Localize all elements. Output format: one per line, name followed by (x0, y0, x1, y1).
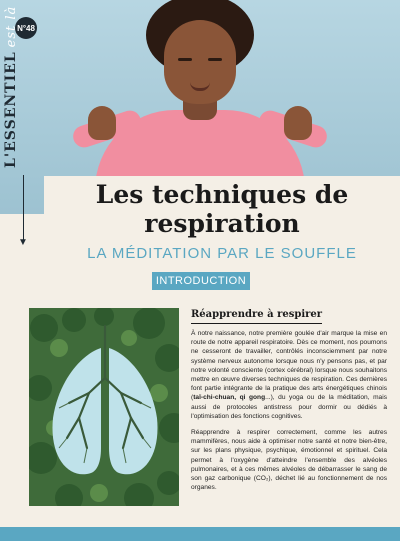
paragraph-1-text-a: À notre naissance, notre première goulée d'air marque la mise en route de notre appareil respiratoire. Dès ce moment, nos poumons ne cesseront de travailler, contrôlés inconsciemment par notre système nerveux autonome lorsque nous n'y pensons pas, et par notre volonté consciente (cortex cérébral) lorsque nous souhaitons mettre en œuvre diverses techniques de respiration. Ces dernières font partie intégrante de la pratique des arts énergétiques chinois ( (191, 330, 387, 402)
person-eye-right (208, 58, 222, 61)
paragraph-1-text-b: ...), du yoga ou de la méditation, mais aussi de protocoles antistress pour dormir ou dédiés à l'optimisation des fonctions cognitives. (191, 394, 387, 420)
person-right-hand (284, 106, 312, 140)
footer-bar (0, 527, 400, 541)
paragraph-1-bold: taï-chi-chuan, qi gong (193, 394, 266, 402)
section-label: INTRODUCTION (152, 272, 250, 290)
arrow-down-icon: ▼ (18, 237, 28, 248)
person-eye-left (178, 58, 192, 61)
side-divider (23, 175, 24, 243)
article (191, 304, 387, 499)
article-paragraph-2: Réapprendre à respirer correctement, comme les autres mammifères, nous aide à optimiser notre santé et notre bien-être, sur les plans physique, psychique, émotionnel et spirituel. Cela permet à l'oxygène d'atteindre l'ensemble des alvéoles pulmonaires, et à ces mêmes alvéoles de débarrasser le sang de son gaz carbonique (CO₂), déchet lié au fonctionnement de nos organes. (191, 429, 387, 492)
side-label-main: L'ESSENTIEL (3, 51, 19, 168)
person-face (164, 20, 236, 104)
page-subtitle: LA MÉDITATION PAR LE SOUFFLE (87, 245, 357, 262)
side-label (3, 6, 19, 168)
article-paragraph-1 (191, 329, 387, 421)
article-heading: Réapprendre à respirer (191, 309, 322, 324)
page-title: Les techniques de respiration (95, 180, 349, 238)
forest-lungs-illustration (29, 308, 179, 506)
person-left-hand (88, 106, 116, 140)
side-label-script: est là (4, 5, 19, 48)
issue-badge: N°48 (15, 17, 37, 39)
forest-lungs-image (29, 308, 179, 506)
